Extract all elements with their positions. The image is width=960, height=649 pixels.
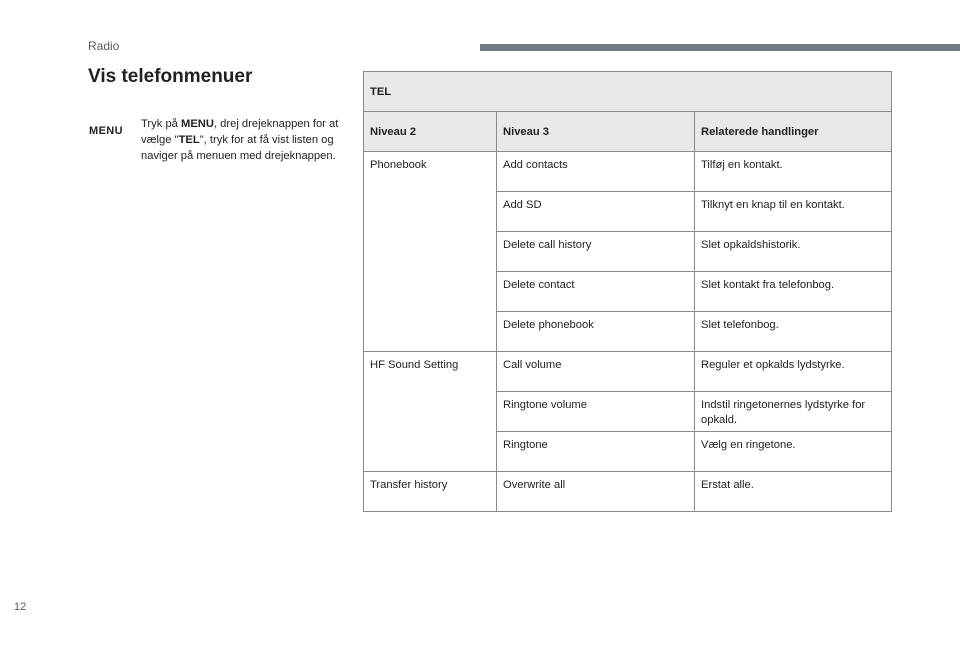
instruction-text <box>141 116 341 164</box>
cell-level2: Phonebook <box>364 152 497 352</box>
cell-level2: HF Sound Setting <box>364 352 497 472</box>
menu-key-icon: MENU <box>89 125 123 137</box>
header-bar <box>480 44 960 51</box>
cell-action: Tilføj en kontakt. <box>695 152 892 192</box>
section-label: Radio <box>88 39 120 53</box>
table-header-row <box>364 112 892 152</box>
table-body <box>364 152 892 512</box>
column-header-level2: Niveau 2 <box>364 112 497 152</box>
cell-action: Erstat alle. <box>695 472 892 512</box>
cell-level3: Ringtone volume <box>497 392 695 432</box>
table-title: TEL <box>364 72 892 112</box>
cell-level2: Transfer history <box>364 472 497 512</box>
cell-level3: Overwrite all <box>497 472 695 512</box>
instruction-part3: ", tryk for at få vist listen og naviger på menuen med drejeknappen. <box>141 134 336 162</box>
cell-level3: Ringtone <box>497 432 695 472</box>
cell-level3: Add SD <box>497 192 695 232</box>
cell-level3: Delete phonebook <box>497 312 695 352</box>
table-row <box>364 472 892 512</box>
cell-action: Indstil ringetonernes lydstyrke for opkald. <box>695 392 892 432</box>
table-row <box>364 352 892 392</box>
cell-level3: Delete contact <box>497 272 695 312</box>
cell-level3: Delete call history <box>497 232 695 272</box>
cell-action: Reguler et opkalds lydstyrke. <box>695 352 892 392</box>
cell-action: Tilknyt en knap til en kontakt. <box>695 192 892 232</box>
column-header-actions: Relaterede handlinger <box>695 112 892 152</box>
instruction-part1: Tryk på <box>141 118 181 130</box>
page-number: 12 <box>14 601 27 613</box>
column-header-level3: Niveau 3 <box>497 112 695 152</box>
cell-action: Slet opkaldshistorik. <box>695 232 892 272</box>
table-title-row <box>364 72 892 112</box>
cell-action: Slet kontakt fra telefonbog. <box>695 272 892 312</box>
cell-action: Slet telefonbog. <box>695 312 892 352</box>
cell-level3: Call volume <box>497 352 695 392</box>
tel-menu-table <box>363 71 892 512</box>
cell-action: Vælg en ringetone. <box>695 432 892 472</box>
page-title: Vis telefonmenuer <box>88 66 253 87</box>
cell-level3: Add contacts <box>497 152 695 192</box>
table-row <box>364 152 892 192</box>
instruction-part2: , drej drejeknappen for at vælge " <box>141 118 339 146</box>
instruction-menu-word: MENU <box>181 118 214 130</box>
instruction-tel-word: TEL <box>178 134 200 146</box>
